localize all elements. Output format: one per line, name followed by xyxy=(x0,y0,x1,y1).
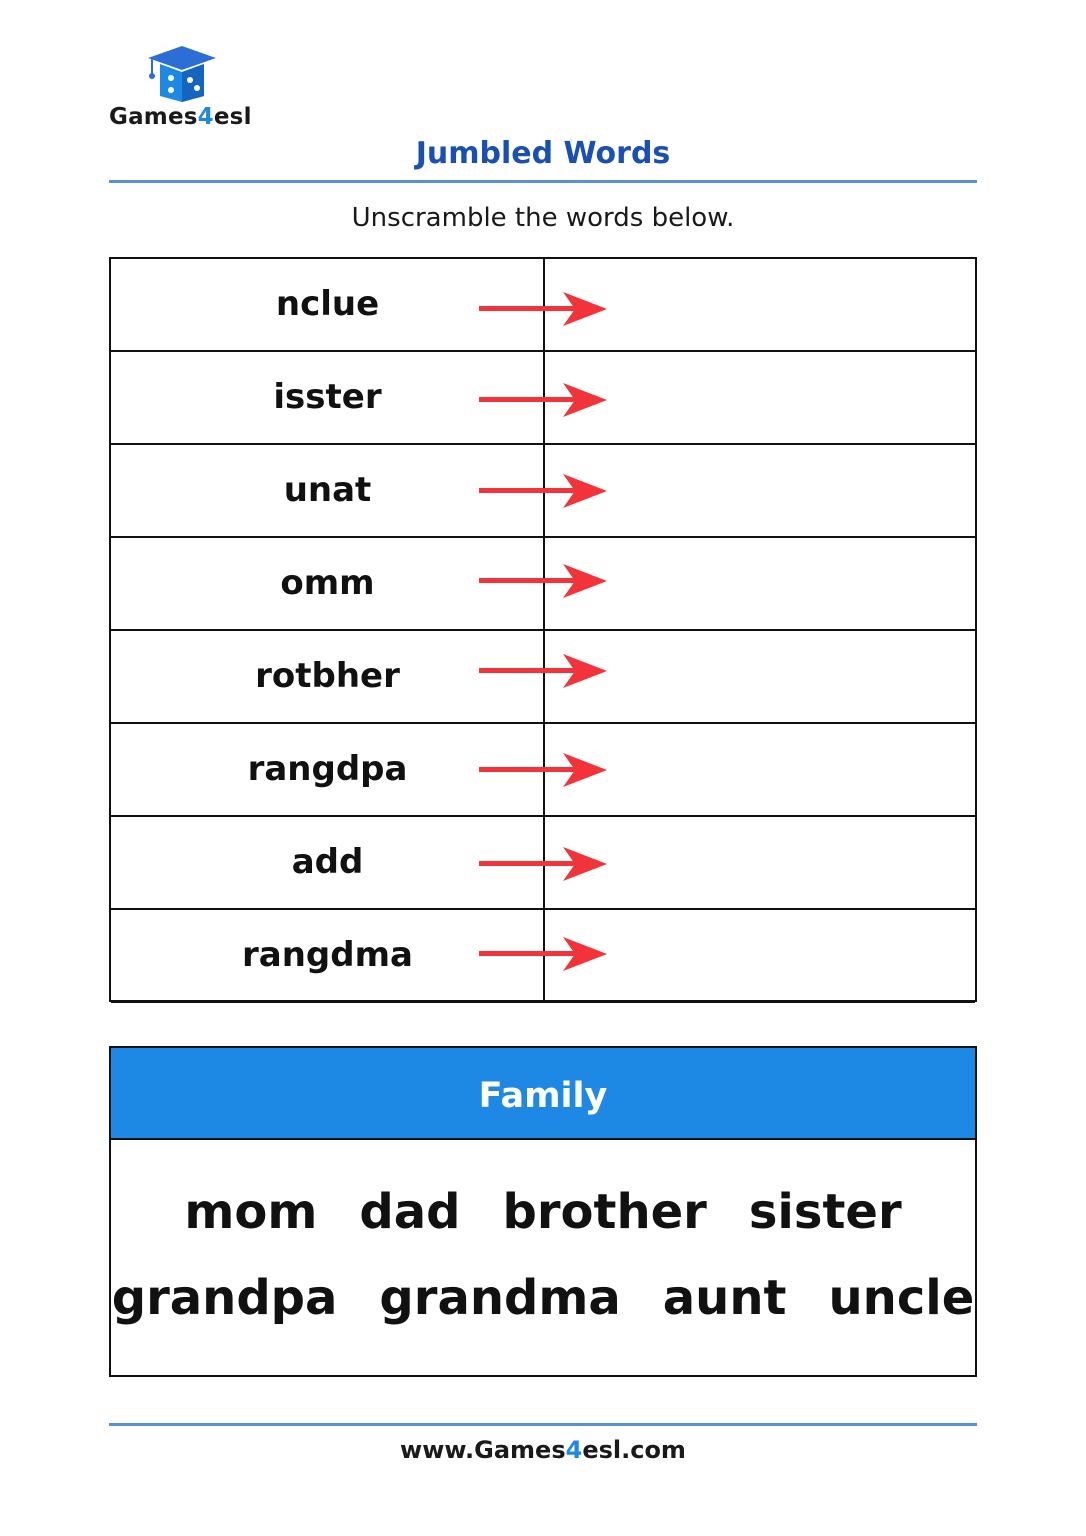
column-divider xyxy=(543,259,545,1000)
logo-text: Games4esl xyxy=(109,104,252,130)
answer-cell[interactable] xyxy=(545,724,975,815)
jumbled-word: add xyxy=(291,842,364,882)
arrow-right-icon xyxy=(477,471,609,511)
word-bank xyxy=(109,1046,977,1377)
page-title: Jumbled Words xyxy=(415,136,671,171)
answer-cell[interactable] xyxy=(545,259,975,350)
arrow-right-icon xyxy=(477,844,609,884)
answer-cell[interactable] xyxy=(545,445,975,536)
word-bank-word: mom xyxy=(184,1184,318,1240)
answer-cell[interactable] xyxy=(545,352,975,443)
arrow-right-icon xyxy=(477,651,609,691)
jumbled-words-table xyxy=(109,257,977,1002)
arrow-right-icon xyxy=(477,289,609,329)
answer-cell[interactable] xyxy=(545,631,975,722)
footer-divider xyxy=(109,1423,977,1426)
arrow-right-icon xyxy=(477,380,609,420)
jumbled-word: rangdma xyxy=(242,935,413,975)
jumbled-word: rotbher xyxy=(255,656,400,696)
word-bank-word: uncle xyxy=(828,1270,975,1326)
jumbled-word: rangdpa xyxy=(247,749,408,789)
word-bank-title: Family xyxy=(478,1076,608,1116)
word-bank-line xyxy=(111,1270,975,1326)
answer-cell[interactable] xyxy=(545,817,975,908)
word-bank-word: grandma xyxy=(379,1270,621,1326)
jumbled-word: unat xyxy=(283,470,372,510)
jumbled-word: nclue xyxy=(275,284,380,324)
arrow-right-icon xyxy=(477,750,609,790)
word-bank-line xyxy=(111,1184,975,1240)
word-bank-word: grandpa xyxy=(111,1270,338,1326)
answer-cell[interactable] xyxy=(545,910,975,1001)
arrow-right-icon xyxy=(477,934,609,974)
word-bank-word: aunt xyxy=(662,1270,787,1326)
word-bank-header xyxy=(111,1048,975,1140)
answer-cell[interactable] xyxy=(545,538,975,629)
jumbled-word: isster xyxy=(273,377,382,417)
graduation-cap-dice-icon xyxy=(146,44,218,102)
word-bank-word: sister xyxy=(748,1184,902,1240)
title-divider xyxy=(109,180,977,183)
instruction-text: Unscramble the words below. xyxy=(351,203,735,233)
word-bank-word: dad xyxy=(359,1184,461,1240)
footer-url[interactable]: www.Games4esl.com xyxy=(400,1436,686,1464)
word-bank-word: brother xyxy=(502,1184,707,1240)
arrow-right-icon xyxy=(477,561,609,601)
jumbled-word: omm xyxy=(280,563,375,603)
